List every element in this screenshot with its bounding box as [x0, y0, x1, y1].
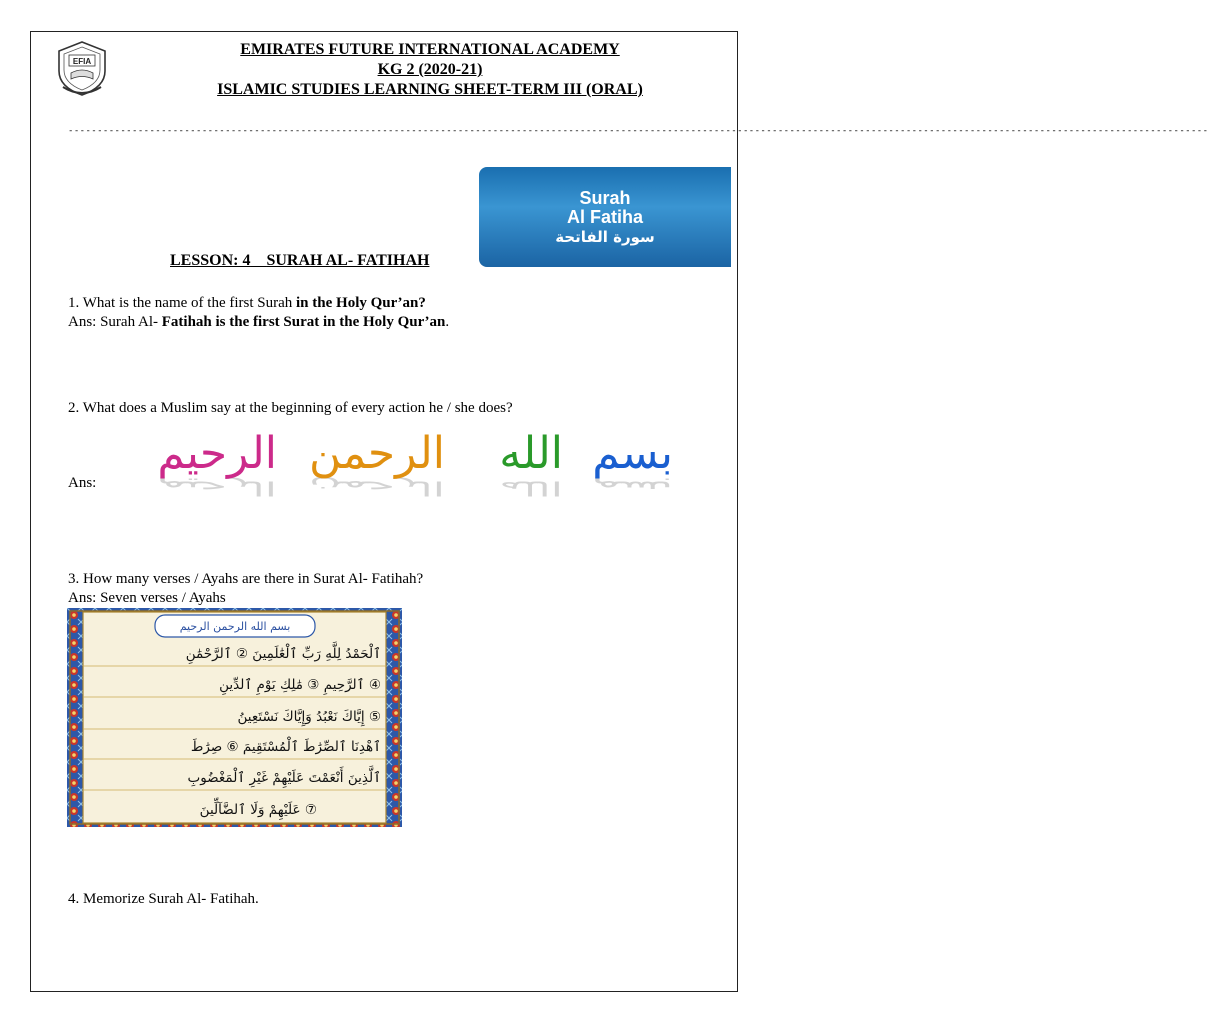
sheet-title-main: ISLAMIC STUDIES LEARNING SHEET-TERM III — [217, 81, 582, 98]
question-1 — [68, 294, 426, 313]
sheet-title-oral: (ORAL) — [581, 81, 643, 98]
answer-2-label: Ans: — [68, 475, 97, 491]
basmala-word-rahim: الرحيم — [157, 428, 277, 479]
surah-banner — [479, 167, 731, 267]
banner-line2: Al Fatiha — [566, 207, 643, 227]
surah-fatihah-plate — [67, 608, 402, 827]
logo-text: EFIA — [72, 57, 92, 66]
basmala-word-bism: بسم — [592, 428, 673, 479]
grade-year: KG 2 (2020-21) — [377, 61, 483, 78]
basmala-shadow-4: الرحيم — [157, 476, 277, 500]
basmala-word-allah: الله — [499, 428, 563, 479]
verse-line-1: ٱلْحَمْدُ لِلَّهِ رَبِّ ٱلْعَٰلَمِينَ ② ٱلرَّحْمَٰنِ — [185, 646, 381, 662]
answer-1 — [68, 313, 449, 332]
basmala-word-rahman: الرحمن — [308, 428, 445, 479]
verse-line-4: ٱهْدِنَا ٱلصِّرَٰطَ ٱلْمُسْتَقِيمَ ⑥ صِرَٰطَ — [190, 739, 381, 755]
school-name: EMIRATES FUTURE INTERNATIONAL ACADEMY — [240, 41, 620, 58]
question-1-bold: in the Holy Qur’an? — [296, 295, 426, 311]
lesson-title: SURAH AL- FATIHAH — [266, 252, 430, 269]
verse-line-2: ٱلرَّحِيمِ ③ مَٰلِكِ يَوْمِ ٱلدِّينِ ④ — [219, 677, 381, 693]
basmala-shadow-1: بسم — [592, 476, 673, 500]
plate-header: بسم الله الرحمن الرحيم — [179, 620, 291, 633]
question-2: 2. What does a Muslim say at the beginning of every action he / she does? — [68, 400, 513, 416]
banner-arabic: سورة الفاتحة — [555, 228, 655, 246]
answer-1-end: . — [445, 314, 450, 330]
basmala-shadow-2: الله — [499, 476, 563, 500]
answer-1-text: Ans: Surah Al- — [68, 314, 162, 330]
verse-line-5: ٱلَّذِينَ أَنْعَمْتَ عَلَيْهِمْ غَيْرِ ٱلْمَغْضُوبِ — [187, 770, 381, 786]
basmala-shadow-3: الرحمن — [308, 476, 446, 500]
verse-line-6: عَلَيْهِمْ وَلَا ٱلضَّآلِّينَ ⑦ — [199, 802, 317, 818]
verse-line-3: إِيَّاكَ نَعْبُدُ وَإِيَّاكَ نَسْتَعِينُ ⑤ — [237, 709, 381, 725]
sheet-header — [150, 40, 710, 100]
lesson-heading — [170, 252, 429, 270]
lesson-label: LESSON: 4 — [170, 252, 251, 269]
dashed-divider: ---------------------------------------------------------------------------------------------------------------------------------------------------------------------------------------------------- — [68, 126, 1208, 136]
banner-line1: Surah — [579, 188, 631, 208]
question-3: 3. How many verses / Ayahs are there in Surat Al- Fatihah? — [68, 571, 424, 587]
basmala-wordart — [127, 418, 675, 500]
instruction-4: 4. Memorize Surah Al- Fatihah. — [68, 891, 259, 907]
answer-3: Ans: Seven verses / Ayahs — [68, 590, 226, 606]
school-crest-logo — [55, 39, 109, 97]
question-1-text: 1. What is the name of the first Surah — [68, 295, 297, 311]
sheet-title — [150, 80, 710, 100]
answer-1-bold: Fatihah is the first Surat in the Holy Qur’an — [161, 314, 446, 330]
